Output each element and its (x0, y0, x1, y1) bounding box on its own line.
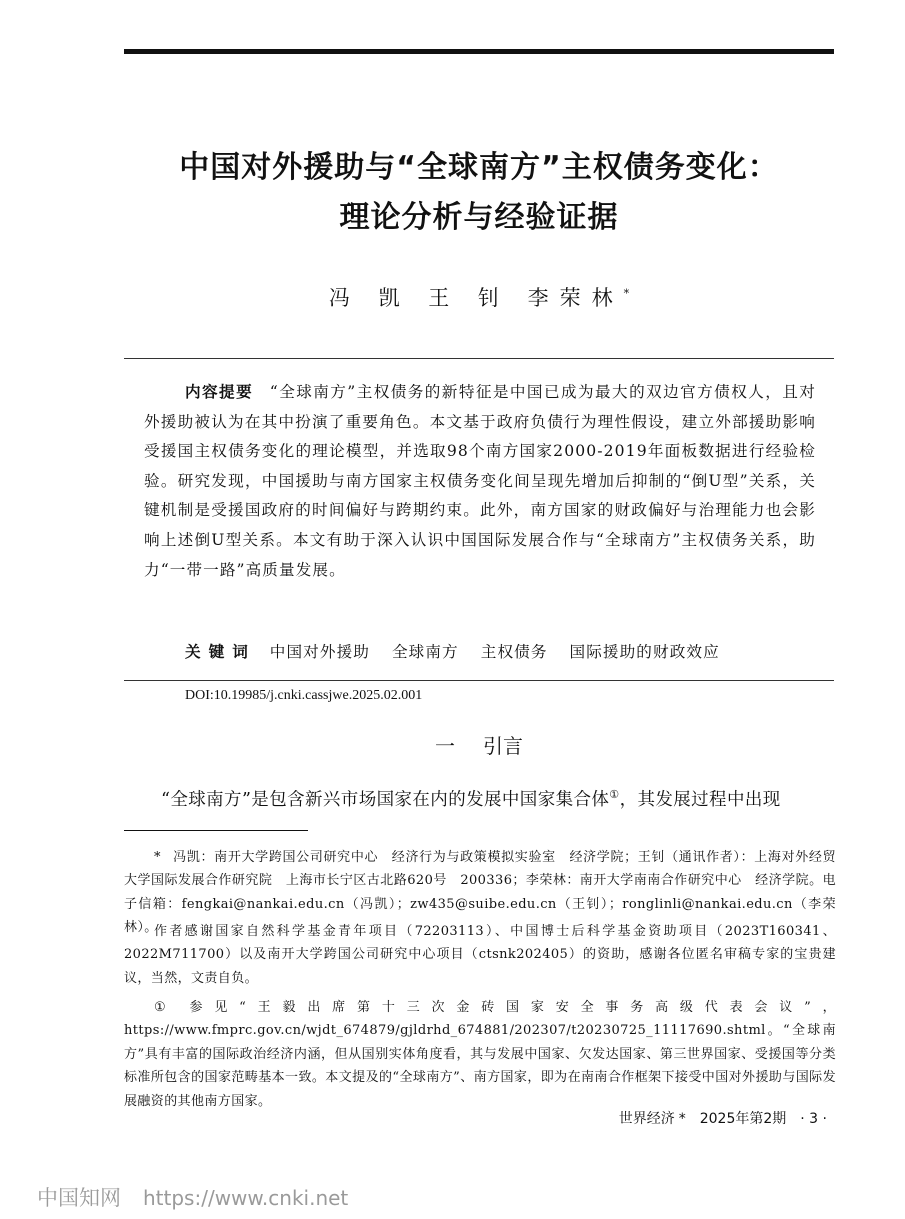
journal-star: * (678, 1111, 686, 1127)
author-list (124, 282, 834, 312)
abstract-top-rule (124, 358, 834, 359)
keywords-label: 关键词 (185, 643, 256, 661)
journal-name: 世界经济 (618, 1111, 675, 1127)
issue-number: 2025年第2期 (699, 1111, 787, 1127)
footnote-ref: ① (609, 788, 620, 802)
top-thick-rule (124, 49, 834, 54)
abstract-text: “全球南方”主权债务的新特征是中国已成为最大的双边官方债权人，且对外援助被认为在其中扮演了重要角色。本文基于政府负债行为理性假设，建立外部援助影响受援国主权债务变化的理论模型，并选取98个南方国家2000-2019年面板数据进行经验检验。研究发现，中国援助与南方国家主权债务变化间呈现先增加后抑制的“倒U型”关系，关键机制是受援国政府的时间偏好与跨期约束。此外，南方国家的财政偏好与治理能力也会影响上述倒U型关系。本文有助于深入认识中国国际发展合作与“全球南方”主权债务关系，助力“一带一路”高质量发展。 (144, 383, 816, 579)
footnote-text: 作者感谢国家自然科学基金青年项目（72203113）、中国博士后科学基金资助项目（2023T160341、2022M711700）以及南开大学跨国公司研究中心项目（ctsnk202405）的资助，感谢各位匿名审稿专家的宝贵建议，当然，文责自负。 (124, 924, 836, 986)
page-footer (619, 1108, 827, 1128)
paper-title-line-1: 中国对外援助与“全球南方”主权债务变化： (179, 150, 779, 185)
body-paragraph (124, 786, 836, 811)
keyword-item: 国际援助的财政效应 (569, 643, 720, 661)
author-footnote-mark: * (623, 287, 630, 300)
section-number: 一 (435, 734, 455, 758)
doi: DOI:10.19985/j.cnki.cassjwe.2025.02.001 (185, 688, 423, 703)
abstract (144, 378, 816, 585)
keyword-item: 全球南方 (391, 643, 459, 661)
section-heading (124, 730, 834, 759)
section-title: 引言 (483, 734, 523, 758)
footnote-mark: * (154, 850, 161, 865)
paper-title-line-2: 理论分析与经验证据 (339, 200, 619, 235)
footnote-1 (124, 996, 836, 1113)
watermark-brand: 中国知网 (37, 1186, 121, 1210)
abstract-label: 内容提要 (185, 383, 254, 401)
body-text-after: ，其发展过程中出现 (619, 790, 781, 810)
cnki-watermark (37, 1182, 348, 1212)
keyword-item: 主权债务 (480, 643, 548, 661)
footnote-text: 参见“王毅出席第十三次金砖国家安全事务高级代表会议”，https://www.fmprc.gov.cn/wjdt_674879/gjldrhd_674881/202307/t20230725_11117690.shtml。“全球南方”具有丰富的国际政治经济内涵，但从国别实体角度看，其与发展中国家、欠发达国家、第三世界国家、受援国等分类标准所包含的国家范畴基本一致。本文提及的“全球南方”、南方国家，即为在南南合作框架下接受中国对外援助与国际发展融资的其他南方国家。 (124, 1000, 836, 1109)
abstract-bottom-rule (124, 680, 834, 681)
author-names: 冯 凯 王 钊 李荣林 (328, 286, 624, 310)
watermark-url[interactable]: https://www.cnki.net (143, 1186, 349, 1210)
footnote-acknowledgement (124, 920, 836, 990)
keywords (185, 640, 742, 662)
body-text: “全球南方”是包含新兴市场国家在内的发展中国家集合体 (161, 790, 610, 810)
footnote-text: 冯凯：南开大学跨国公司研究中心 经济行为与政策模拟实验室 经济学院；王钊（通讯作者）：上海对外经贸大学国际发展合作研究院 上海市长宁区古北路620号 200336；李荣林：南开大学南南合作研究中心 经济学院。电子信箱：fengkai@nankai.edu.cn（冯凯）；zw435@suibe.edu.cn（王钊）；ronglinli@nankai.edu.cn（李荣林）。 (124, 850, 836, 936)
page-number: · 3 · (800, 1111, 827, 1127)
footnote-mark: ① (154, 1000, 178, 1015)
footnote-rule (124, 830, 308, 831)
keyword-item: 中国对外援助 (269, 643, 370, 661)
